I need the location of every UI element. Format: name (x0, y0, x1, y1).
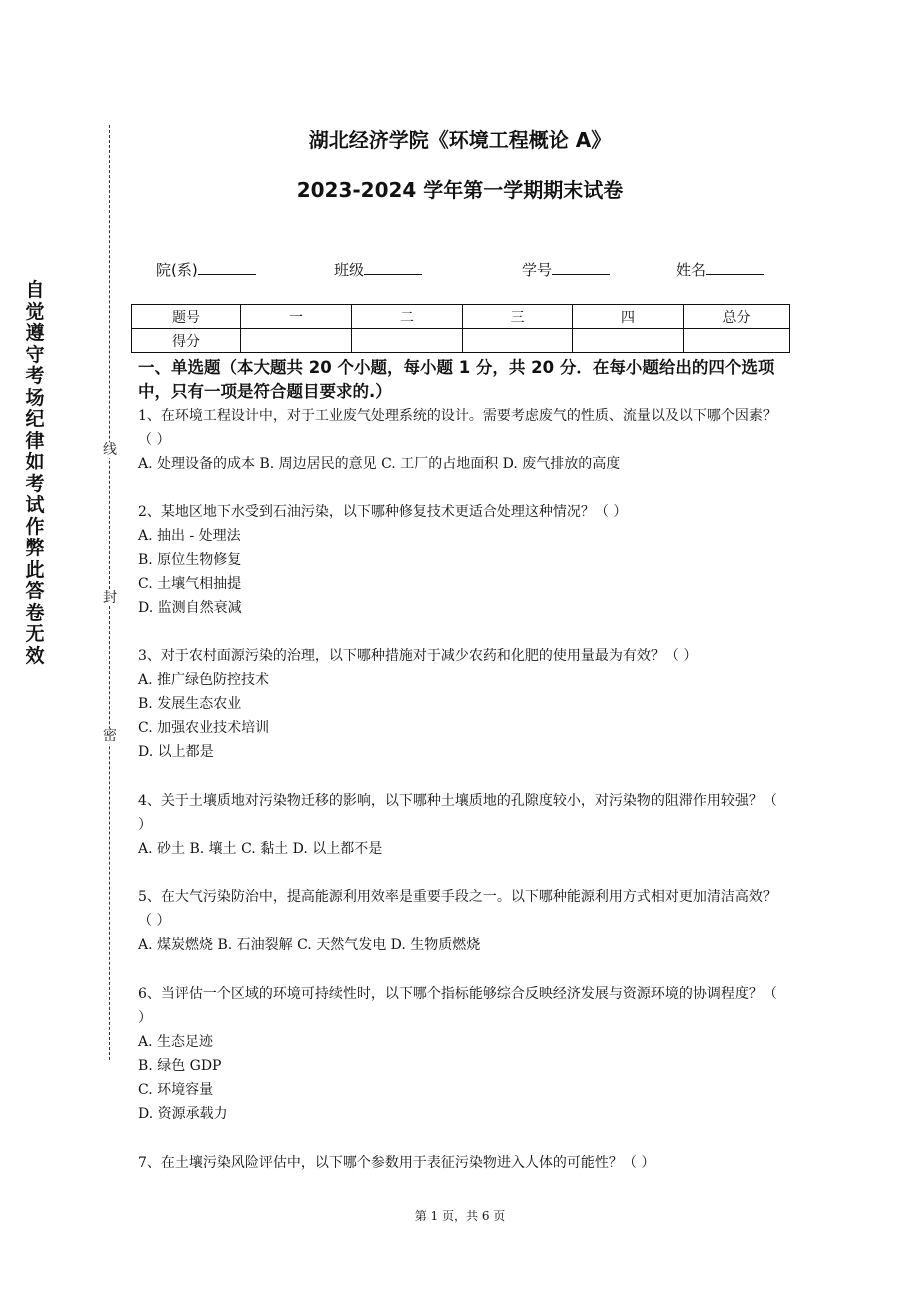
question-options: A. 砂土 B. 壤土 C. 黏土 D. 以上都不是 (138, 841, 383, 857)
score-cell[interactable] (463, 329, 573, 353)
question-4 (138, 789, 788, 861)
score-cell[interactable] (352, 329, 463, 353)
question-1 (138, 404, 788, 476)
score-table-score-row (132, 329, 790, 353)
option: D. 以上都是 (138, 744, 214, 760)
question-7 (138, 1151, 788, 1175)
score-cell[interactable] (684, 329, 790, 353)
option: B. 发展生态农业 (138, 696, 242, 712)
question-stem: 7、在土壤污染风险评估中，以下哪个参数用于表征污染物进入人体的可能性？（ ） (138, 1155, 656, 1171)
name-label: 姓名 (676, 261, 707, 279)
question-stem: 6、当评估一个区域的环境可持续性时，以下哪个指标能够综合反映经济发展与资源环境的协调程度？（ ） (138, 986, 777, 1026)
option: B. 原位生物修复 (138, 552, 242, 568)
score-cell[interactable] (573, 329, 684, 353)
question-stem: 4、关于土壤质地对污染物迁移的影响，以下哪种土壤质地的孔隙度较小，对污染物的阻滞作用较强？（ ） (138, 793, 777, 833)
exam-discipline-notice: 自 觉 遵 守 考 场 纪 律 如 考 试 作 弊 此 答 卷 无 效 (25, 279, 45, 667)
question-5 (138, 885, 788, 957)
class-blank[interactable] (364, 260, 422, 275)
option: C. 加强农业技术培训 (138, 720, 270, 736)
question-stem: 1、在环境工程设计中，对于工业废气处理系统的设计。需要考虑废气的性质、流量以及以下哪个因素？（ ） (138, 408, 777, 448)
class-field[interactable] (334, 259, 422, 280)
question-stem: 3、对于农村面源污染的治理，以下哪种措施对于减少农药和化肥的使用量最为有效？（ ） (138, 648, 698, 664)
question-options: A. 处理设备的成本 B. 周边居民的意见 C. 工厂的占地面积 D. 废气排放的高度 (138, 456, 621, 472)
option: A. 推广绿色防控技术 (138, 672, 270, 688)
option: C. 环境容量 (138, 1082, 214, 1098)
score-header-cell: 题号 (132, 305, 241, 329)
question-2 (138, 500, 788, 620)
student-id-blank[interactable] (552, 260, 610, 275)
exam-title-term: 2023-2024 学年第一学期期末试卷 (296, 178, 624, 202)
department-blank[interactable] (198, 260, 256, 275)
section-heading: 一、单选题（本大题共 20 个小题，每小题 1 分，共 20 分．在每小题给出的四个选项中，只有一项是符合题目要求的.） (138, 358, 775, 401)
department-field[interactable] (156, 259, 256, 280)
option: C. 土壤气相抽提 (138, 576, 242, 592)
score-cell[interactable] (241, 329, 352, 353)
question-options: A. 煤炭燃烧 B. 石油裂解 C. 天然气发电 D. 生物质燃烧 (138, 937, 481, 953)
score-row-label: 得分 (132, 329, 241, 353)
option: A. 生态足迹 (138, 1034, 214, 1050)
option: B. 绿色 GDP (138, 1058, 222, 1074)
option: D. 资源承载力 (138, 1106, 228, 1122)
score-header-cell: 二 (352, 305, 463, 329)
score-header-cell: 总分 (684, 305, 790, 329)
score-table (131, 304, 790, 353)
question-3 (138, 644, 788, 764)
page-number-footer: 第 1 页，共 6 页 (414, 1209, 506, 1223)
name-blank[interactable] (706, 260, 764, 275)
department-label: 院(系) (156, 261, 198, 279)
binding-mark-line: 线 (103, 442, 117, 458)
question-6 (138, 982, 788, 1126)
question-stem: 5、在大气污染防治中，提高能源利用效率是重要手段之一。以下哪种能源利用方式相对更加清洁高效？（ ） (138, 889, 777, 929)
exam-title-school: 湖北经济学院《环境工程概论 A》 (308, 128, 612, 152)
score-header-cell: 四 (573, 305, 684, 329)
score-table-header-row (132, 305, 790, 329)
binding-mark-seal: 封 (103, 590, 117, 606)
binding-mark-secret: 密 (103, 728, 117, 744)
name-field[interactable] (676, 259, 764, 280)
student-id-field[interactable] (522, 259, 610, 280)
option: D. 监测自然衰减 (138, 600, 242, 616)
student-id-label: 学号 (522, 261, 553, 279)
class-label: 班级 (334, 261, 365, 279)
question-stem: 2、某地区地下水受到石油污染，以下哪种修复技术更适合处理这种情况？（ ） (138, 504, 628, 520)
score-header-cell: 一 (241, 305, 352, 329)
option: A. 抽出 - 处理法 (138, 528, 241, 544)
score-header-cell: 三 (463, 305, 573, 329)
